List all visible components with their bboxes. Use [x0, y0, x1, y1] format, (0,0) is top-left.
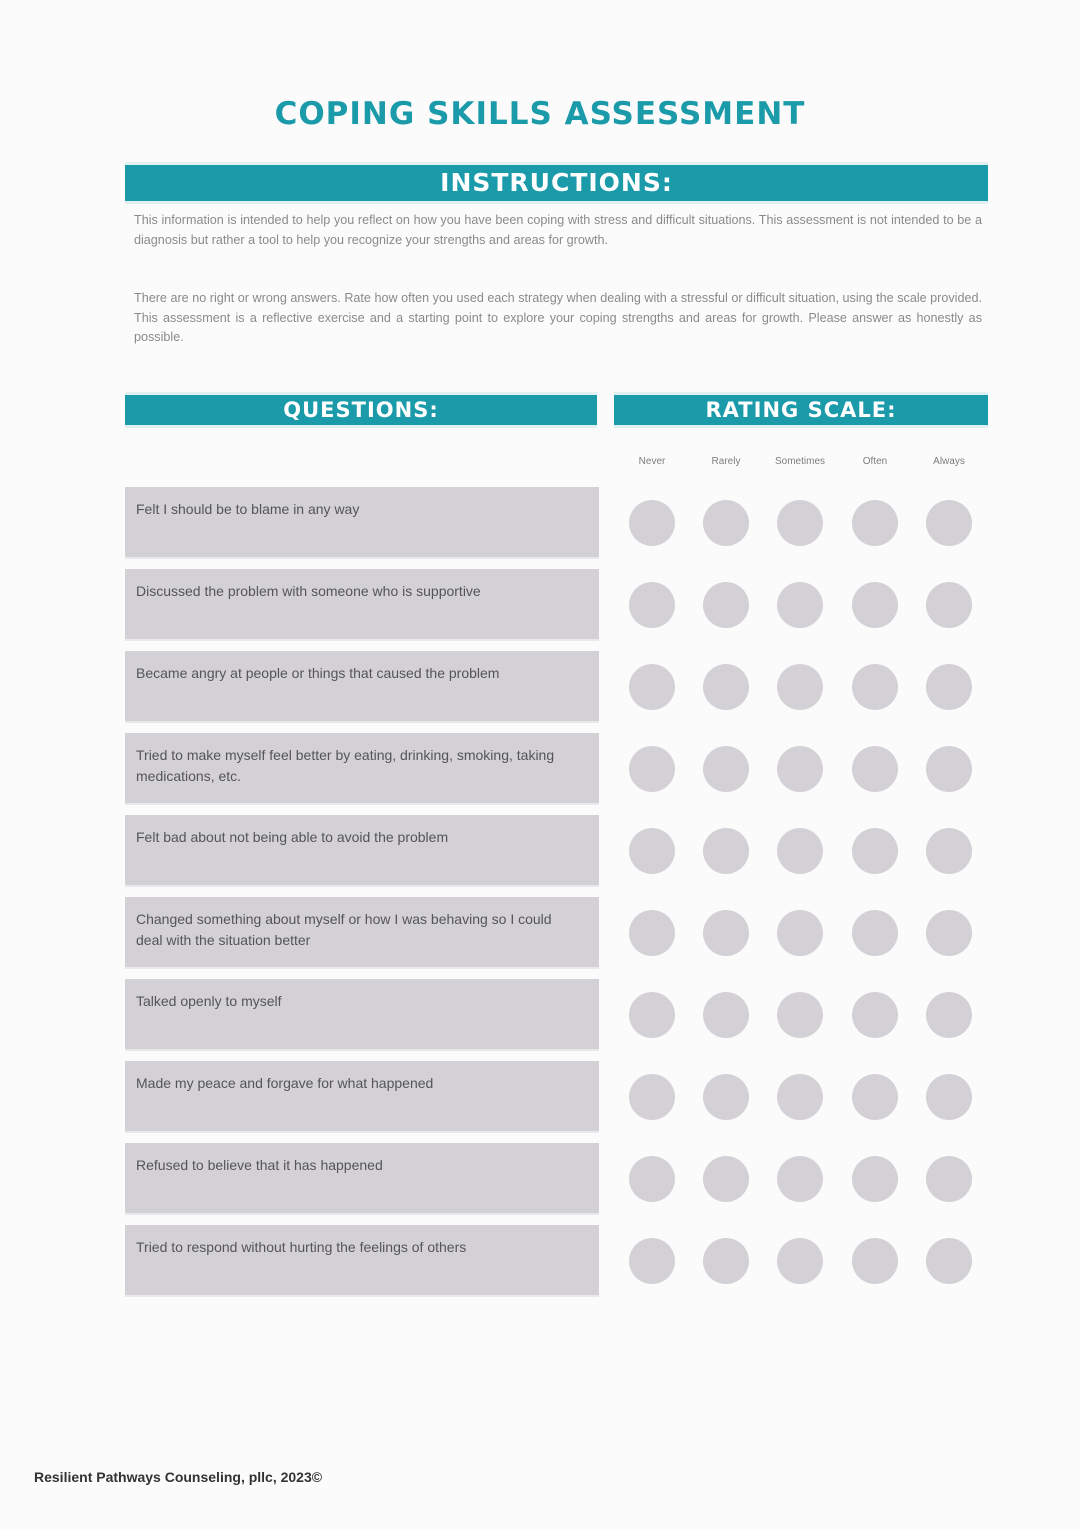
rating-option-never[interactable]: [629, 746, 675, 792]
question-text: Felt bad about not being able to avoid the problem: [136, 829, 449, 845]
rating-option-sometimes[interactable]: [777, 1074, 823, 1120]
rating-option-always[interactable]: [926, 1074, 972, 1120]
page-title: COPING SKILLS ASSESSMENT: [274, 96, 806, 132]
question-row: [125, 733, 599, 805]
rating-option-always[interactable]: [926, 992, 972, 1038]
rating-option-often[interactable]: [852, 1074, 898, 1120]
rating-option-never[interactable]: [629, 1238, 675, 1284]
rating-option-always[interactable]: [926, 910, 972, 956]
rating-option-often[interactable]: [852, 910, 898, 956]
question-text: Talked openly to myself: [136, 993, 282, 1009]
question-text: Tried to respond without hurting the feelings of others: [136, 1239, 467, 1255]
rating-option-always[interactable]: [926, 828, 972, 874]
rating-option-often[interactable]: [852, 664, 898, 710]
rating-option-often[interactable]: [852, 1156, 898, 1202]
rating-option-rarely[interactable]: [703, 746, 749, 792]
instructions-heading: INSTRUCTIONS:: [125, 162, 988, 204]
rating-option-sometimes[interactable]: [777, 828, 823, 874]
question-row: [125, 979, 599, 1051]
rating-option-always[interactable]: [926, 1156, 972, 1202]
rating-option-always[interactable]: [926, 582, 972, 628]
rating-option-often[interactable]: [852, 746, 898, 792]
rating-option-never[interactable]: [629, 1074, 675, 1120]
question-row: [125, 651, 599, 723]
rating-option-sometimes[interactable]: [777, 500, 823, 546]
rating-option-rarely[interactable]: [703, 1156, 749, 1202]
instructions-paragraph-2: There are no right or wrong answers. Rate how often you used each strategy when dealing with a stressful or difficult situation, using the scale provided. This assessment is a reflective exercise and a starting point to explore your coping strengths and areas for growth. Please answer as honestly as possible.: [134, 291, 982, 344]
rating-option-never[interactable]: [629, 582, 675, 628]
rating-option-often[interactable]: [852, 582, 898, 628]
rating-option-rarely[interactable]: [703, 500, 749, 546]
question-text: Made my peace and forgave for what happened: [136, 1075, 434, 1091]
rating-option-sometimes[interactable]: [777, 664, 823, 710]
rating-option-often[interactable]: [852, 1238, 898, 1284]
rating-option-always[interactable]: [926, 1238, 972, 1284]
rating-scale-heading: RATING SCALE:: [614, 392, 988, 428]
rating-option-rarely[interactable]: [703, 1074, 749, 1120]
scale-label-always: Always: [933, 456, 965, 467]
rating-option-sometimes[interactable]: [777, 746, 823, 792]
rating-option-never[interactable]: [629, 828, 675, 874]
rating-option-sometimes[interactable]: [777, 1238, 823, 1284]
rating-option-never[interactable]: [629, 910, 675, 956]
questions-heading: QUESTIONS:: [125, 392, 597, 428]
scale-label-often: Often: [862, 456, 888, 467]
question-row: [125, 1061, 599, 1133]
question-row: [125, 1143, 599, 1215]
instructions-paragraph-1: This information is intended to help you reflect on how you have been coping with stress and difficult situations. This assessment is not intended to be a diagnosis but rather a tool to help you recognize your strengths and areas for growth.: [134, 213, 982, 247]
rating-option-always[interactable]: [926, 664, 972, 710]
rating-option-rarely[interactable]: [703, 1238, 749, 1284]
footer-copyright: Resilient Pathways Counseling, pllc, 2023©: [34, 1469, 323, 1485]
rating-option-never[interactable]: [629, 1156, 675, 1202]
rating-option-often[interactable]: [852, 500, 898, 546]
question-row: [125, 569, 599, 641]
question-text: Felt I should be to blame in any way: [136, 501, 360, 517]
rating-option-sometimes[interactable]: [777, 992, 823, 1038]
rating-option-always[interactable]: [926, 500, 972, 546]
rating-option-rarely[interactable]: [703, 664, 749, 710]
rating-option-rarely[interactable]: [703, 910, 749, 956]
question-text: Became angry at people or things that caused the problem: [136, 665, 500, 681]
question-text: Discussed the problem with someone who is supportive: [136, 583, 481, 599]
scale-label-never: Never: [638, 456, 666, 467]
rating-option-often[interactable]: [852, 992, 898, 1038]
rating-option-rarely[interactable]: [703, 828, 749, 874]
scale-label-sometimes: Sometimes: [774, 456, 825, 467]
question-text: Refused to believe that it has happened: [136, 1157, 383, 1173]
question-row: [125, 1225, 599, 1297]
question-row: [125, 815, 599, 887]
rating-option-never[interactable]: [629, 992, 675, 1038]
question-text: Tried to make myself feel better by eating, drinking, smoking, taking medications, etc.: [136, 747, 555, 784]
rating-option-sometimes[interactable]: [777, 1156, 823, 1202]
rating-option-never[interactable]: [629, 500, 675, 546]
rating-option-rarely[interactable]: [703, 992, 749, 1038]
question-row: [125, 487, 599, 559]
rating-option-never[interactable]: [629, 664, 675, 710]
question-row: [125, 897, 599, 969]
rating-option-sometimes[interactable]: [777, 582, 823, 628]
rating-option-rarely[interactable]: [703, 582, 749, 628]
scale-label-rarely: Rarely: [711, 456, 741, 467]
rating-option-sometimes[interactable]: [777, 910, 823, 956]
rating-option-often[interactable]: [852, 828, 898, 874]
question-text: Changed something about myself or how I was behaving so I could deal with the situation better: [136, 911, 552, 948]
rating-option-always[interactable]: [926, 746, 972, 792]
